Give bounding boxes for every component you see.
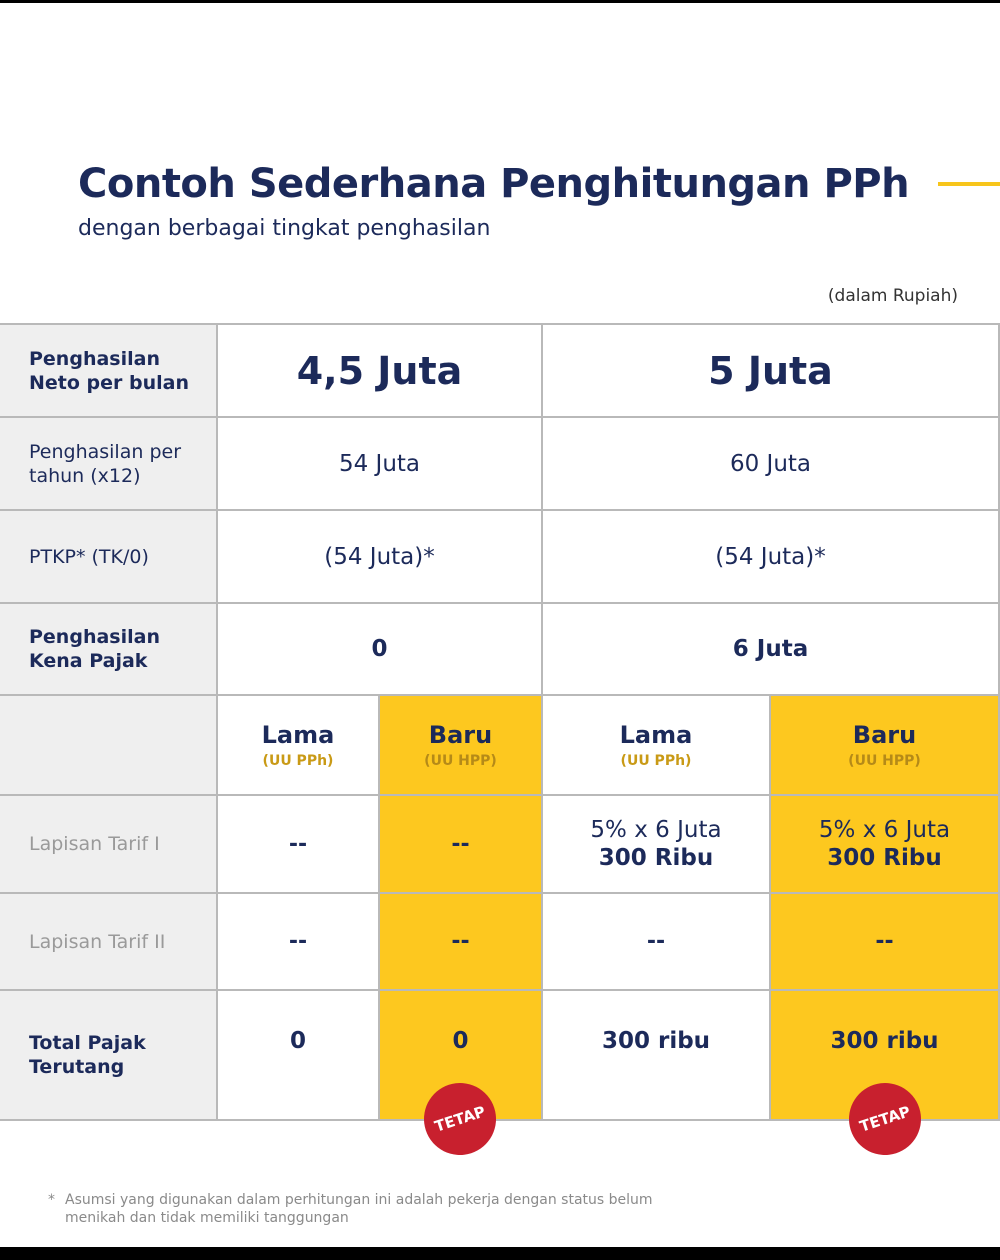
tetap-badge-right: TETAP (840, 1074, 931, 1165)
regime-header-left-baru (380, 696, 543, 796)
page-subtitle: dengan berbagai tingkat penghasilan (78, 216, 491, 241)
row-label-total: Total Pajak Terutang (0, 991, 218, 1121)
pkp-left: 0 (218, 604, 543, 696)
tarif1-right-baru (771, 796, 1000, 894)
tarif2-right-lama: -- (543, 894, 771, 991)
row-label-tahun: Penghasilan per tahun (x12) (0, 418, 218, 511)
row-label-tarif2: Lapisan Tarif II (0, 894, 218, 991)
tarif2-left-baru: -- (380, 894, 543, 991)
tarif1-right-baru-formula: 5% x 6 Juta (818, 817, 951, 843)
ptkp-right: (54 Juta)* (543, 511, 1000, 604)
total-left-baru: 0 (380, 991, 543, 1121)
row-label-ptkp: PTKP* (TK/0) (0, 511, 218, 604)
regime-baru-sub: (UU HPP) (848, 753, 921, 769)
row-label-regime (0, 696, 218, 796)
regime-baru-title: Baru (428, 721, 493, 749)
row-label-tarif1: Lapisan Tarif I (0, 796, 218, 894)
regime-lama-title: Lama (619, 721, 693, 749)
regime-baru-sub: (UU HPP) (424, 753, 497, 769)
tarif1-left-lama: -- (218, 796, 380, 894)
tahun-left: 54 Juta (218, 418, 543, 511)
regime-lama-sub: (UU PPh) (620, 753, 692, 769)
regime-header-left-lama (218, 696, 380, 796)
tarif1-right-lama (543, 796, 771, 894)
pkp-right: 6 Juta (543, 604, 1000, 696)
total-right-lama: 300 ribu (543, 991, 771, 1121)
unit-note: (dalam Rupiah) (827, 286, 958, 306)
tarif2-left-lama: -- (218, 894, 380, 991)
footnote-text: Asumsi yang digunakan dalam perhitungan ini adalah pekerja dengan status belum menikah dan tidak memiliki tanggungan (65, 1192, 653, 1226)
page-title: Contoh Sederhana Penghitungan PPh (78, 161, 910, 207)
row-label-neto: Penghasilan Neto per bulan (0, 325, 218, 418)
tarif2-right-baru: -- (771, 894, 1000, 991)
ptkp-left: (54 Juta)* (218, 511, 543, 604)
income-right: 5 Juta (543, 325, 1000, 418)
regime-header-right-baru (771, 696, 1000, 796)
tetap-badge-left: TETAP (415, 1074, 506, 1165)
regime-lama-title: Lama (261, 721, 335, 749)
tax-comparison-table (0, 323, 1000, 1121)
regime-header-right-lama (543, 696, 771, 796)
tarif1-left-baru: -- (380, 796, 543, 894)
total-right-baru: 300 ribu (771, 991, 1000, 1121)
footnote (48, 1191, 685, 1227)
tahun-right: 60 Juta (543, 418, 1000, 511)
income-left: 4,5 Juta (218, 325, 543, 418)
total-left-lama: 0 (218, 991, 380, 1121)
tarif1-right-lama-value: 300 Ribu (598, 845, 714, 871)
regime-lama-sub: (UU PPh) (262, 753, 334, 769)
tarif1-right-baru-value: 300 Ribu (827, 845, 942, 871)
tarif1-right-lama-formula: 5% x 6 Juta (590, 817, 722, 843)
row-label-pkp: Penghasilan Kena Pajak (0, 604, 218, 696)
footnote-star: * (48, 1192, 55, 1208)
infographic-page (0, 3, 1000, 1247)
accent-line (938, 182, 1000, 186)
regime-baru-title: Baru (852, 721, 917, 749)
